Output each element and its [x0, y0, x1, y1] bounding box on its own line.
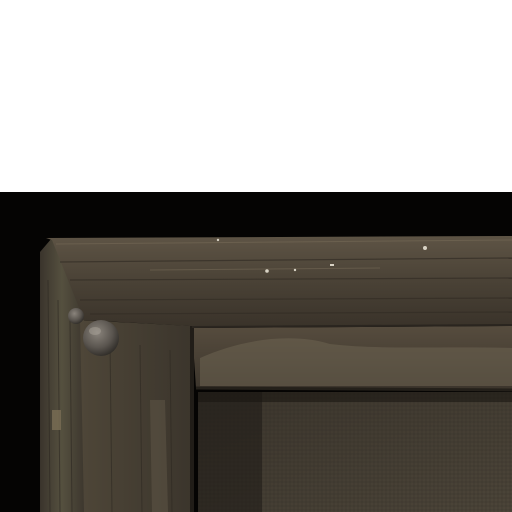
stile-highlight	[150, 400, 168, 512]
large-nail-icon	[83, 320, 119, 356]
rail-bottom-edge	[196, 388, 512, 390]
small-nail-icon	[68, 308, 84, 324]
nail-shine	[89, 327, 101, 335]
white-background	[0, 0, 512, 192]
canvas-shadow	[198, 392, 262, 512]
canvas-top-shadow	[198, 392, 512, 402]
left-edge-paint-spot	[52, 410, 61, 430]
